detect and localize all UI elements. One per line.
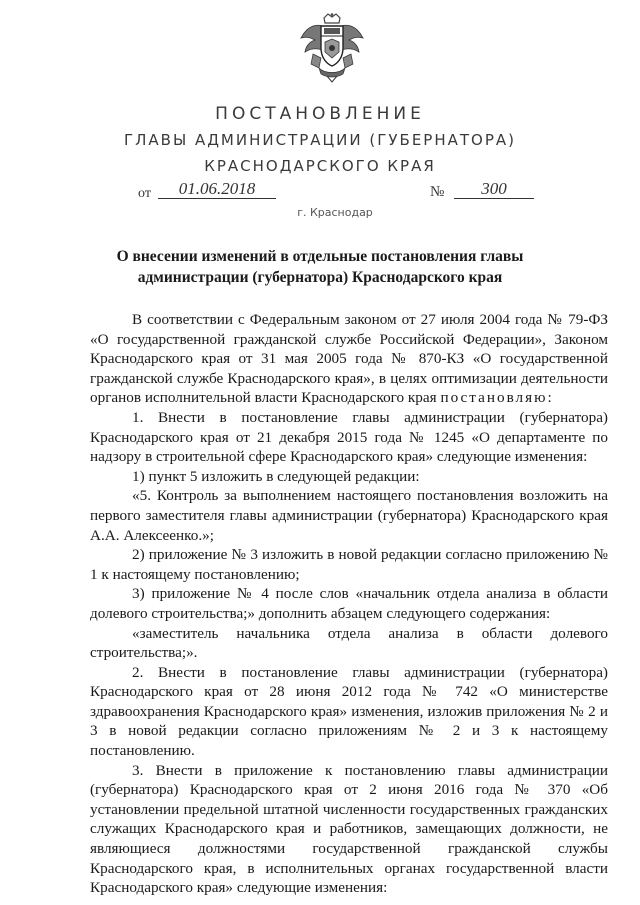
- body-paragraph-1-3-text: «заместитель начальника отдела анализа в области долевого строительства;».: [90, 624, 608, 662]
- body-paragraph-1-1: 1) пункт 5 изложить в следующей редакции:: [132, 467, 420, 485]
- document-date: 01.06.2018: [158, 180, 276, 199]
- title-line-2: администрации (губернатора) Краснодарского края: [137, 269, 503, 286]
- issuer-heading: ГЛАВЫ АДМИНИСТРАЦИИ (ГУБЕРНАТОРА): [123, 131, 517, 149]
- body-paragraph-3: 3. Внести в приложение к постановлению главы администрации (губернатора) Краснодарского края от 2 июня 2016 года № 370 «Об установлении предельной штатной численности государственных гражданских служащих Краснодарского края и работников, замещающих должности, не являющиеся должностями государственной гражданской службы Краснодарского края, в исполнительных органах государственной власти Краснодарского края» следующие изменения:: [90, 761, 608, 897]
- body-paragraph-preamble: [90, 310, 608, 408]
- title-line-1: О внесении изменений в отдельные постановления главы: [116, 248, 524, 265]
- number-label: №: [430, 184, 445, 200]
- document-number: 300: [454, 180, 534, 199]
- preamble-text: В соответствии с Федеральным законом от 27 июля 2004 года № 79-ФЗ «О государственной гражданской службе Российской Федерации», Законом Краснодарского края от 31 мая 2005 года № 870-КЗ «О государственной гражданской службе Краснодарского края», в целях оптимизации деятельности органов исполнительной власти Краснодарского края: [90, 311, 608, 407]
- city-label: г. Краснодар: [297, 206, 373, 219]
- coat-of-arms-emblem: [297, 12, 367, 84]
- document-type-heading: ПОСТАНОВЛЕНИЕ: [215, 104, 425, 124]
- body-paragraph-1: 1. Внести в постановление главы администрации (губернатора) Краснодарского края от 21 декабря 2015 года № 1245 «О департаменте по надзору в строительной сфере Краснодарского края» следующие изменения:: [90, 408, 608, 466]
- decree-word: постановляю:: [440, 389, 554, 407]
- region-heading: КРАСНОДАРСКОГО КРАЯ: [204, 157, 436, 175]
- body-paragraph-1-2: 2) приложение № 3 изложить в новой редакции согласно приложению № 1 к настоящему постановлению;: [90, 546, 608, 583]
- body-paragraph-2: 2. Внести в постановление главы администрации (губернатора) Краснодарского края от 28 июня 2012 года № 742 «О министерстве здравоохранения Краснодарского края» изменения, изложив приложения № 2 и 3 в новой редакции согласно приложениям № 2 и 3 к настоящему постановлению.: [90, 663, 608, 760]
- body-paragraph-1-3: 3) приложение № 4 после слов «начальник отдела анализа в области долевого строительства;» дополнить абзацем следующего содержания:: [90, 585, 608, 622]
- body-paragraph-1-1-text: «5. Контроль за выполнением настоящего постановления возложить на первого заместителя главы администрации (губернатора) Краснодарского края А.А. Алексеенко.»;: [90, 487, 608, 544]
- date-label: от: [138, 186, 151, 201]
- document-title: [90, 246, 550, 288]
- document-body: [90, 310, 608, 898]
